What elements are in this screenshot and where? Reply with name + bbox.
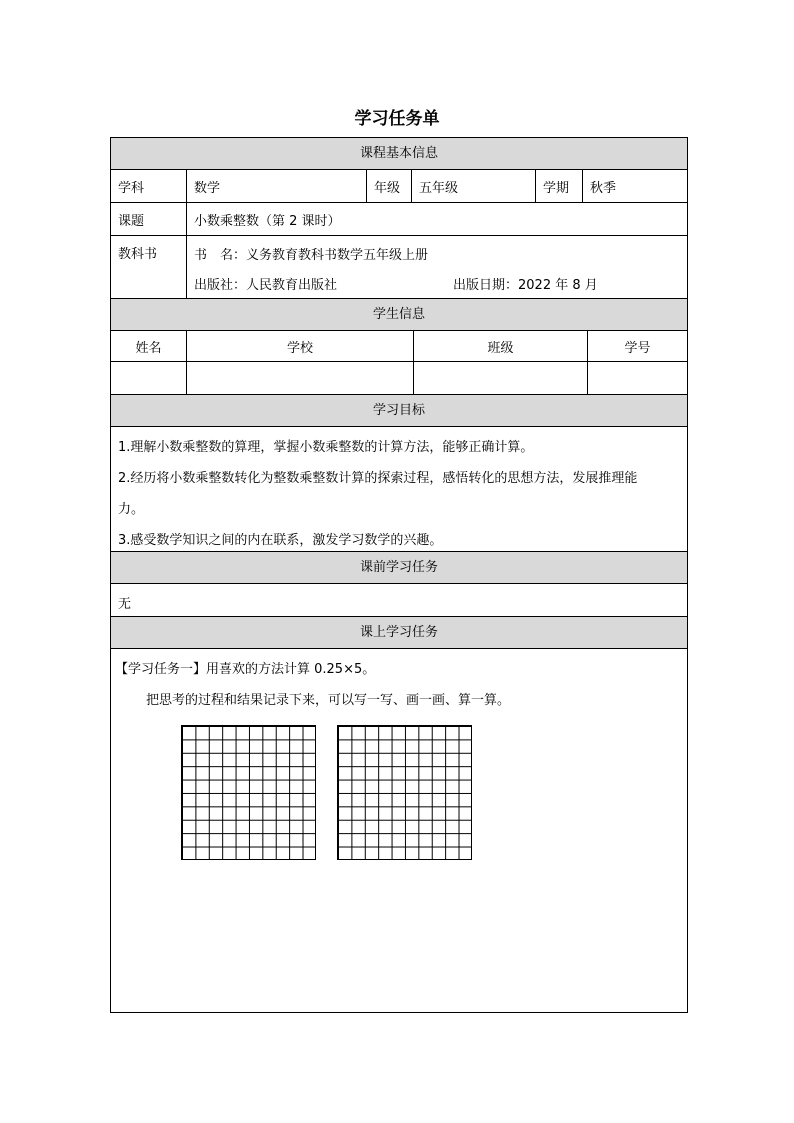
section-header-student-info: 学生信息: [111, 299, 687, 331]
student-id-header: 学号: [624, 340, 651, 356]
task-1-instruction: 把思考的过程和结果记录下来，可以写一写、画一画、算一算。: [146, 693, 511, 708]
name-field[interactable]: [111, 362, 187, 394]
term-value: 秋季: [590, 180, 617, 196]
school-field[interactable]: [187, 362, 414, 394]
task-sheet-table: [110, 137, 688, 1013]
page-title: 学习任务单: [354, 109, 440, 129]
name-header: 姓名: [111, 331, 187, 361]
hundred-grid-left: [181, 725, 316, 860]
objective-2-cont: 力。: [118, 502, 145, 517]
book-name: 书 名：义务教育教科书数学五年级上册: [194, 248, 429, 263]
class-field[interactable]: [414, 362, 588, 394]
topic-label: 课题: [111, 203, 187, 235]
section-header-objectives: 学习目标: [111, 395, 687, 427]
objective-2: 2.经历将小数乘整数转化为整数乘整数计算的探索过程，感悟转化的思想方法，发展推理能: [118, 471, 638, 486]
subject-label: 学科: [111, 170, 187, 202]
student-id-field[interactable]: [588, 362, 687, 394]
textbook-label: 教科书: [111, 236, 187, 298]
topic-row: [111, 203, 687, 236]
section-header-pre-class: 课前学习任务: [111, 552, 687, 584]
school-header: 学校: [187, 331, 414, 361]
grade-label: 年级: [367, 170, 412, 202]
publisher: 出版社：人民教育出版社: [194, 278, 338, 293]
publication-date: 出版日期：2022 年 8 月: [453, 278, 598, 293]
topic-value: 小数乘整数（第 2 课时）: [194, 213, 341, 229]
student-input-row: [111, 362, 687, 395]
objectives-body: [111, 427, 687, 552]
subject-value: 数学: [187, 170, 367, 202]
grade-value: 五年级: [412, 170, 536, 202]
term-label: 学期: [536, 170, 583, 202]
textbook-row: [111, 236, 687, 299]
objective-3: 3.感受数学知识之间的内在联系，激发学习数学的兴趣。: [118, 533, 443, 548]
hundred-grid-right: [337, 725, 472, 860]
section-header-course-info: 课程基本信息: [111, 138, 687, 170]
course-meta-row: [111, 170, 687, 203]
pre-class-task: 无: [118, 597, 132, 612]
student-header-row: [111, 331, 687, 362]
objective-1: 1.理解小数乘整数的算理，掌握小数乘整数的计算方法，能够正确计算。: [118, 440, 534, 455]
pre-class-body: [111, 584, 687, 617]
section-header-in-class: 课上学习任务: [111, 617, 687, 649]
task-1-prompt: 【学习任务一】用喜欢的方法计算 0.25×5。: [115, 662, 376, 677]
class-header: 班级: [414, 331, 588, 361]
